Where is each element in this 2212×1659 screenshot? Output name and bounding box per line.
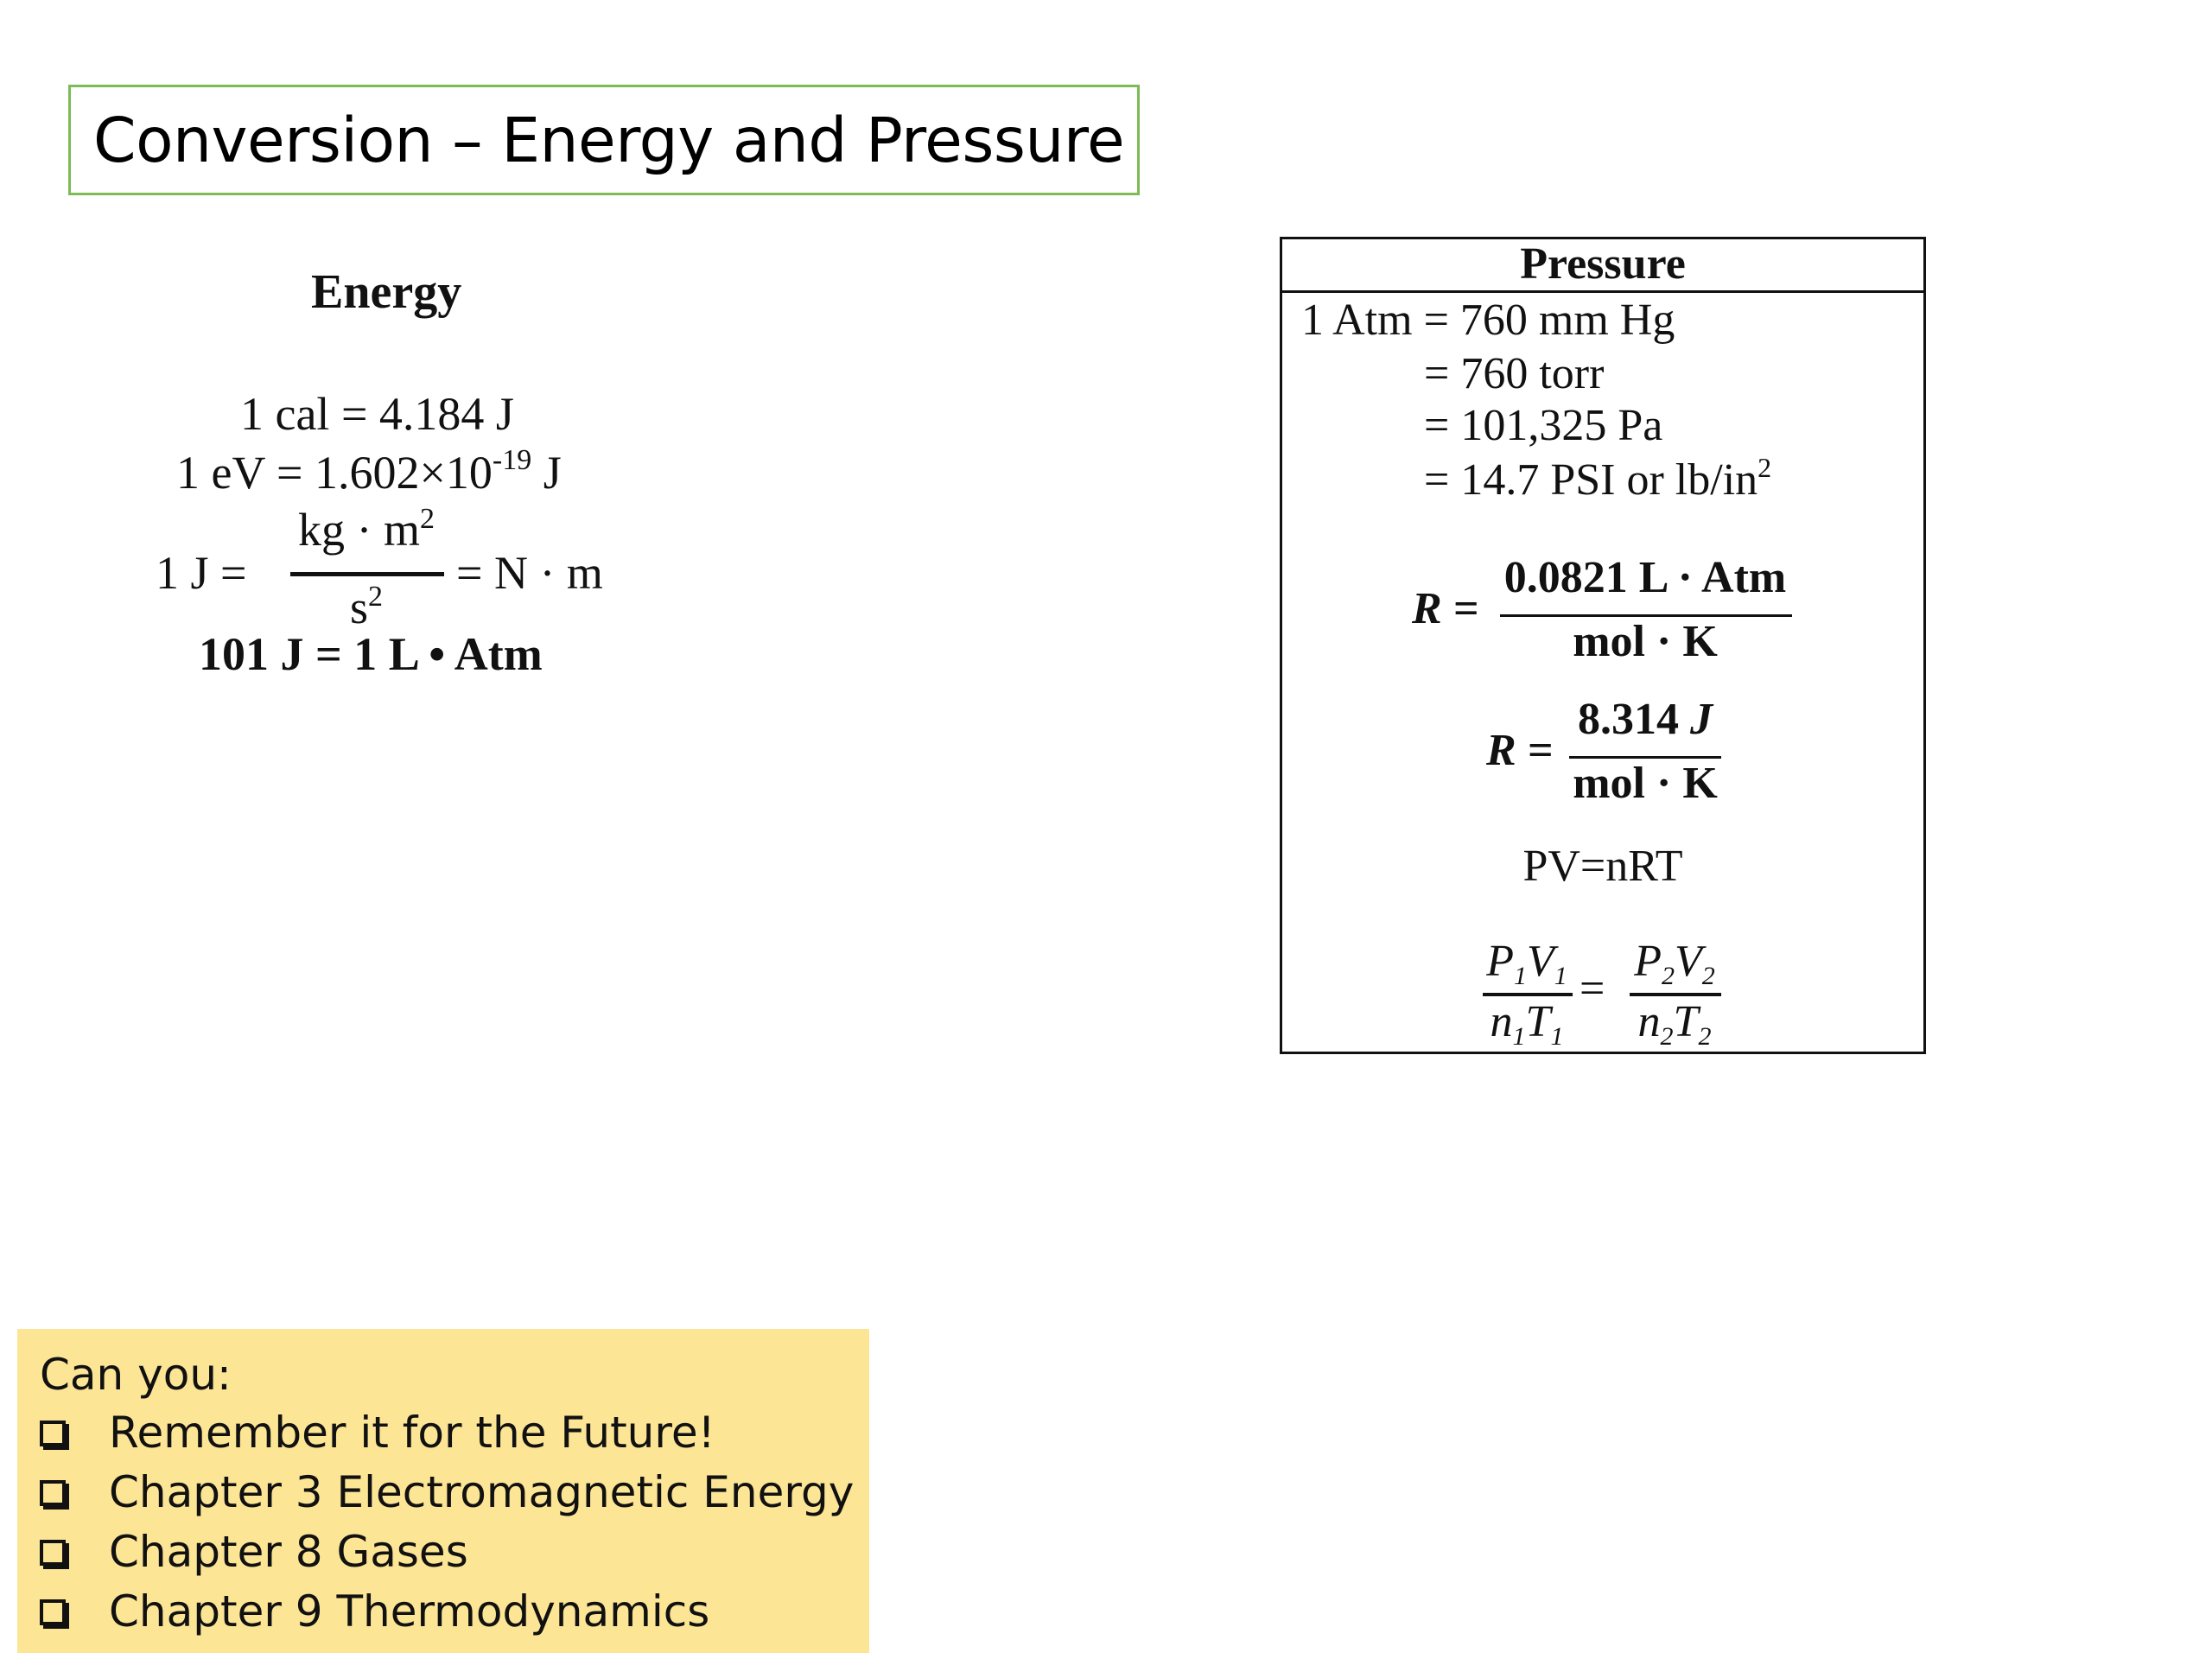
checkbox-icon [40,1540,66,1566]
checkbox-icon [40,1421,66,1446]
r1-numerator: 0.0821 L · Atm [1503,553,1787,602]
r1-lhs: R = [1412,584,1479,633]
joule-numerator [289,503,444,556]
combined-equals: = [1580,964,1605,1014]
checkbox-icon [40,1480,66,1506]
checklist-intro: Can you: [40,1350,232,1400]
r2-numerator-value: 8.314 [1578,695,1690,744]
r2-denominator: mol · K [1573,759,1718,808]
checklist-item-label: Chapter 8 Gases [109,1527,468,1577]
checklist-item [40,1522,869,1582]
r1-denominator: mol · K [1573,617,1718,666]
r2-numerator [1567,694,1723,745]
r2-lhs: R = [1486,726,1554,775]
page-title: Conversion – Energy and Pressure [93,104,1125,176]
checkbox-icon [40,1599,66,1625]
joule-rhs: = N · m [456,547,603,599]
r2-numerator-unit: J [1690,695,1713,744]
combined-right-denominator: $n_2T_2$ [1637,997,1712,1051]
electronvolt-unit: J [531,447,562,499]
liter-atm-equation: 101 J = 1 L • Atm [199,628,543,680]
pressure-table [1280,237,1926,1054]
review-checklist [17,1329,869,1653]
checklist-item [40,1403,869,1463]
electronvolt-value: 1 eV = 1.602×10 [176,447,493,499]
pascal-line: = 101,325 Pa [1424,401,1663,450]
checklist-item [40,1463,869,1522]
joule-denominator-exponent: 2 [368,581,383,613]
energy-heading: Energy [311,265,462,319]
electronvolt-exponent: -19 [492,444,532,476]
checklist-item-label: Chapter 3 Electromagnetic Energy [109,1467,855,1517]
joule-numerator-exponent: 2 [420,503,435,535]
atm-mmhg-line: 1 Atm = 760 mm Hg [1301,296,1675,345]
ideal-gas-law: PV=nRT [1522,842,1683,891]
electronvolt-equation [176,444,562,499]
psi-exponent: 2 [1758,452,1772,483]
calorie-equation: 1 cal = 4.184 J [240,388,514,440]
combined-left-denominator: $n_1T_1$ [1490,997,1564,1051]
checklist-item [40,1582,869,1642]
title-box [68,85,1140,195]
pressure-heading: Pressure [1282,239,1923,293]
joule-denominator-text: s [349,582,368,633]
joule-numerator-text: kg · m [298,504,420,556]
checklist-item-label: Remember it for the Future! [109,1408,715,1458]
torr-line: = 760 torr [1424,349,1605,398]
combined-right-numerator: $P_2V_2$ [1634,937,1715,990]
checklist-item-label: Chapter 9 Thermodynamics [109,1586,710,1637]
psi-line [1424,452,1771,505]
joule-fraction-bar [290,572,444,576]
combined-left-numerator: $P_1V_1$ [1486,937,1567,990]
psi-text: = 14.7 PSI or lb/in [1424,455,1758,505]
joule-lhs: 1 J = [156,547,247,599]
joule-denominator [289,581,444,634]
